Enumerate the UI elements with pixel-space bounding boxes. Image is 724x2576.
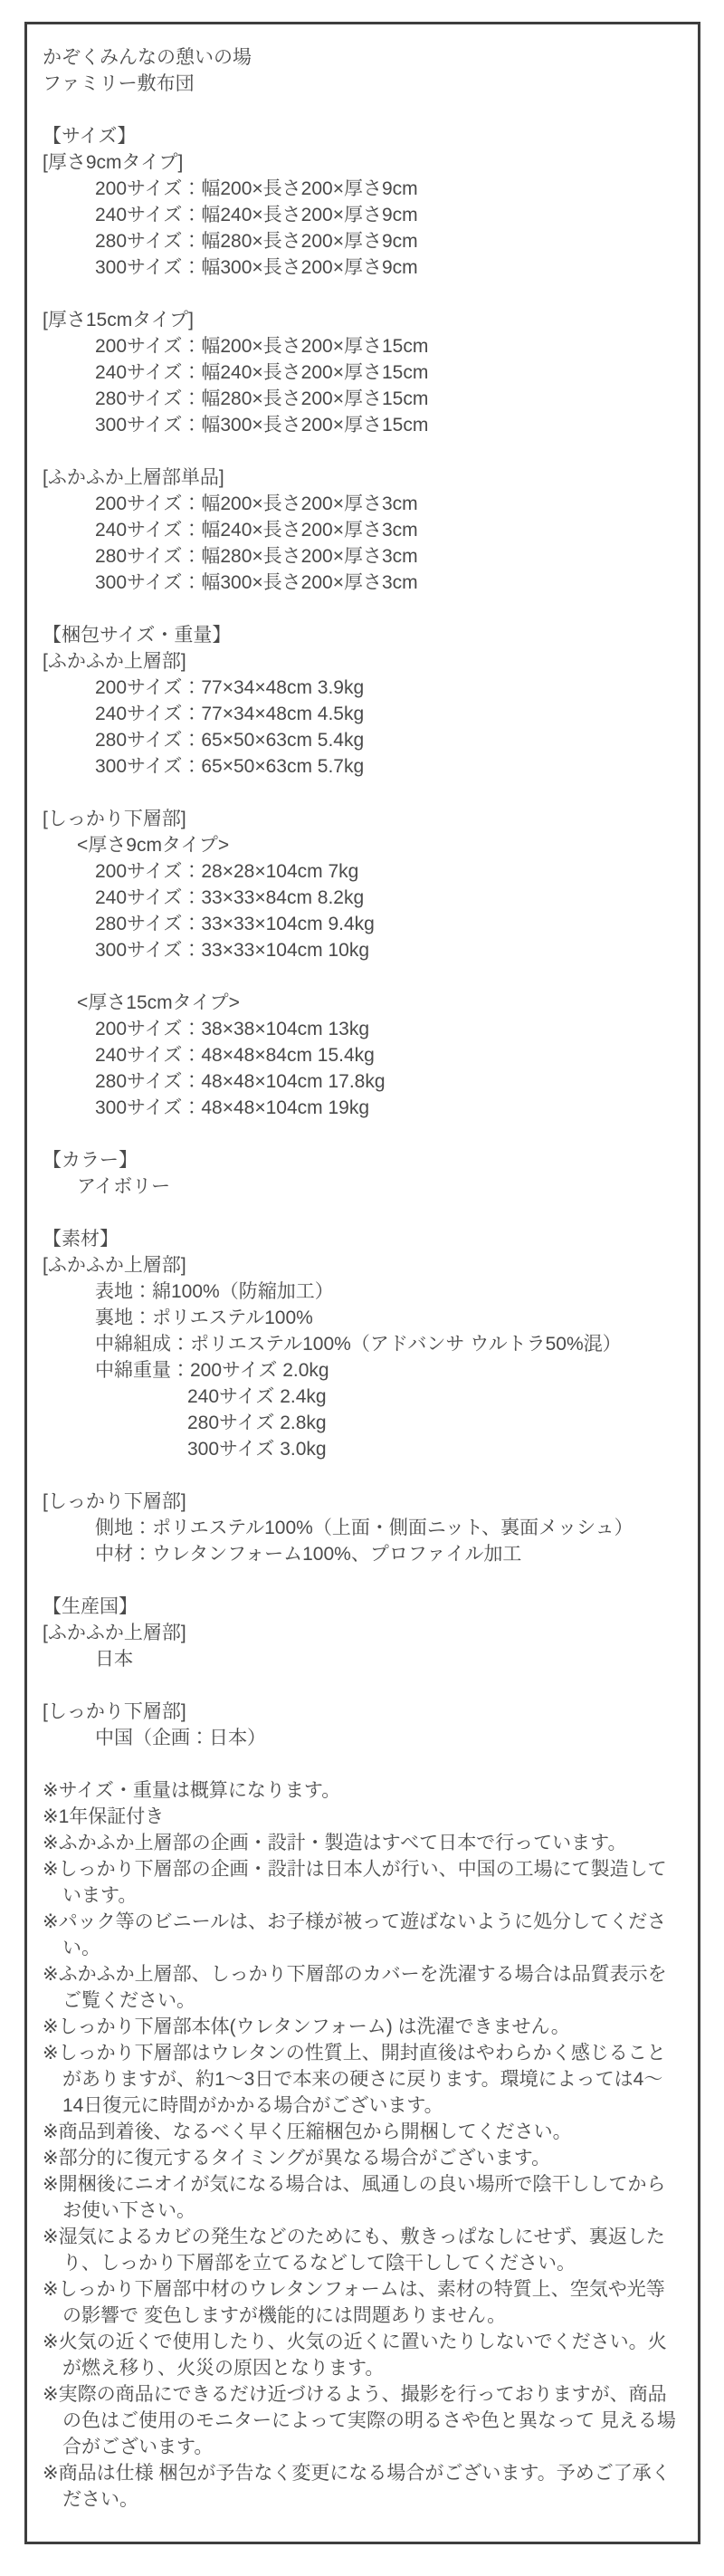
spec-row: 中綿重量：200サイズ 2.0kg (95, 1360, 329, 1381)
spacer (43, 1672, 681, 1699)
section-heading: 【生産国】 (43, 1596, 138, 1617)
group-label: [ふかふか上層部] (43, 1623, 186, 1643)
spec-row: 表地：綿100%（防縮加工） (95, 1281, 334, 1302)
group-label: [ふかふか上層部単品] (43, 467, 224, 488)
spec-row: 200サイズ：77×34×48cm 3.9kg (95, 677, 365, 698)
note-item: ※1年保証付き (43, 1806, 165, 1827)
note-item: ※部分的に復元するタイミングが異なる場合がございます。 (43, 2148, 551, 2169)
spacer (43, 281, 681, 307)
spec-row: 300サイズ：48×48×104cm 19kg (95, 1097, 370, 1118)
spec-row: 240サイズ：33×33×84cm 8.2kg (95, 887, 365, 908)
spec-row: 200サイズ：幅200×長さ200×厚さ3cm (95, 493, 418, 514)
spec-row: 280サイズ：幅280×長さ200×厚さ3cm (95, 546, 418, 567)
spec-row: 側地：ポリエステル100%（上面・側面ニット、裏面メッシュ） (95, 1518, 634, 1538)
spec-row: アイボリー (77, 1176, 171, 1197)
spacer (43, 1751, 681, 1777)
spec-row: 240サイズ 2.4kg (187, 1386, 327, 1407)
spec-row: 300サイズ：幅300×長さ200×厚さ15cm (95, 415, 429, 436)
group-label: [厚さ9cmタイプ] (43, 152, 184, 173)
subgroup-label: <厚さ15cmタイプ> (77, 992, 240, 1013)
spec-row: 300サイズ：65×50×63cm 5.7kg (95, 756, 365, 777)
section-heading: 【サイズ】 (43, 126, 137, 147)
group-label: [しっかり下層部] (43, 1491, 186, 1512)
note-item: ※火気の近くで使用したり、火気の近くに置いたりしないでください。火が燃え移り、火災の原因となります。 (43, 2332, 667, 2379)
product-catchphrase: かぞくみんなの憩いの場 (43, 47, 252, 68)
note-item: ※商品は仕様 梱包が予告なく変更になる場合がございます。予めご了承ください。 (43, 2463, 671, 2510)
spec-row: 280サイズ 2.8kg (187, 1412, 327, 1433)
spec-row: 300サイズ：33×33×104cm 10kg (95, 940, 370, 961)
spacer (43, 596, 681, 622)
section-heading: 【素材】 (43, 1229, 119, 1250)
spec-row: 300サイズ：幅300×長さ200×厚さ9cm (95, 257, 418, 278)
spacer (43, 438, 681, 464)
spec-row: 240サイズ：幅240×長さ200×厚さ3cm (95, 520, 418, 541)
spacer (43, 1121, 681, 1147)
spacer (43, 963, 681, 990)
spacer (43, 1567, 681, 1594)
spec-row: 280サイズ：65×50×63cm 5.4kg (95, 730, 365, 751)
note-item: ※サイズ・重量は概算になります。 (43, 1780, 341, 1801)
group-label: [しっかり下層部] (43, 1701, 186, 1722)
section-heading: 【梱包サイズ・重量】 (43, 625, 232, 646)
spacer (43, 97, 681, 123)
spec-row: 中国（企画：日本） (95, 1728, 266, 1748)
product-description-panel (24, 22, 700, 2544)
group-label: [しっかり下層部] (43, 809, 186, 829)
note-item: ※しっかり下層部本体(ウレタンフォーム) は洗濯できません。 (43, 2016, 570, 2037)
note-item: ※湿気によるカビの発生などのためにも、敷きっぱなしにせず、裏返したり、しっかり下層部を立てるなどして陰干ししてください。 (43, 2226, 665, 2274)
product-intro (43, 44, 681, 123)
group-label: [ふかふか上層部] (43, 1255, 186, 1276)
note-item: ※しっかり下層部中材のウレタンフォームは、素材の特質上、空気や光等の影響で 変色しますが機能的には問題ありません。 (43, 2279, 665, 2326)
note-item: ※実際の商品にできるだけ近づけるよう、撮影を行っておりますが、商品の色はご使用のモニターによって実際の明るさや色と異なって 見える場合がございます。 (43, 2384, 676, 2457)
spec-row: 日本 (95, 1649, 133, 1670)
note-item: ※しっかり下層部はウレタンの性質上、開封直後はやわらかく感じることがありますが、約1～3日で本来の硬さに戻ります。環境によっては4～14日復元に時間がかかる場合がございます。 (43, 2043, 666, 2116)
spec-row: 裏地：ポリエステル100% (95, 1307, 313, 1328)
spec-row: 中材：ウレタンフォーム100%、プロファイル加工 (95, 1544, 522, 1565)
spacer (43, 780, 681, 806)
spec-row: 200サイズ：38×38×104cm 13kg (95, 1019, 370, 1039)
group-label: [ふかふか上層部] (43, 651, 186, 672)
group-label: [厚さ15cmタイプ] (43, 310, 194, 330)
subgroup-label: <厚さ9cmタイプ> (77, 835, 230, 856)
note-item: ※商品到着後、なるべく早く圧縮梱包から開梱してください。 (43, 2121, 572, 2142)
note-item: ※ふかふか上層部、しっかり下層部のカバーを洗濯する場合は品質表示をご覧ください。 (43, 1964, 667, 2011)
notes-list (43, 1777, 681, 2513)
spec-sections (43, 123, 681, 1777)
note-item: ※パック等のビニールは、お子様が被って遊ばないように処分してください。 (43, 1911, 667, 1958)
spec-row: 200サイズ：幅200×長さ200×厚さ9cm (95, 178, 418, 199)
note-item: ※開梱後にニオイが気になる場合は、風通しの良い場所で陰干ししてからお使い下さい。 (43, 2174, 666, 2221)
note-item: ※ふかふか上層部の企画・設計・製造はすべて日本で行っています。 (43, 1833, 627, 1853)
spec-row: 280サイズ：48×48×104cm 17.8kg (95, 1071, 386, 1092)
spec-row: 280サイズ：幅280×長さ200×厚さ9cm (95, 231, 418, 252)
spec-row: 280サイズ：33×33×104cm 9.4kg (95, 914, 375, 934)
spec-row: 200サイズ：28×28×104cm 7kg (95, 861, 359, 882)
product-name: ファミリー敷布団 (43, 73, 195, 94)
spacer (43, 1200, 681, 1226)
spec-row: 240サイズ：幅240×長さ200×厚さ15cm (95, 362, 429, 383)
section-heading: 【カラー】 (43, 1150, 138, 1171)
spec-row: 中綿組成：ポリエステル100%（アドバンサ ウルトラ50%混） (95, 1334, 622, 1355)
spec-row: 240サイズ：幅240×長さ200×厚さ9cm (95, 205, 418, 225)
note-item: ※しっかり下層部の企画・設計は日本人が行い、中国の工場にて製造しています。 (43, 1859, 667, 1906)
spec-row: 300サイズ：幅300×長さ200×厚さ3cm (95, 572, 418, 593)
spec-row: 200サイズ：幅200×長さ200×厚さ15cm (95, 336, 429, 357)
spec-row: 240サイズ：77×34×48cm 4.5kg (95, 704, 365, 724)
spec-row: 240サイズ：48×48×84cm 15.4kg (95, 1045, 375, 1066)
spec-row: 280サイズ：幅280×長さ200×厚さ15cm (95, 388, 429, 409)
spec-row: 300サイズ 3.0kg (187, 1439, 327, 1460)
spacer (43, 1462, 681, 1489)
